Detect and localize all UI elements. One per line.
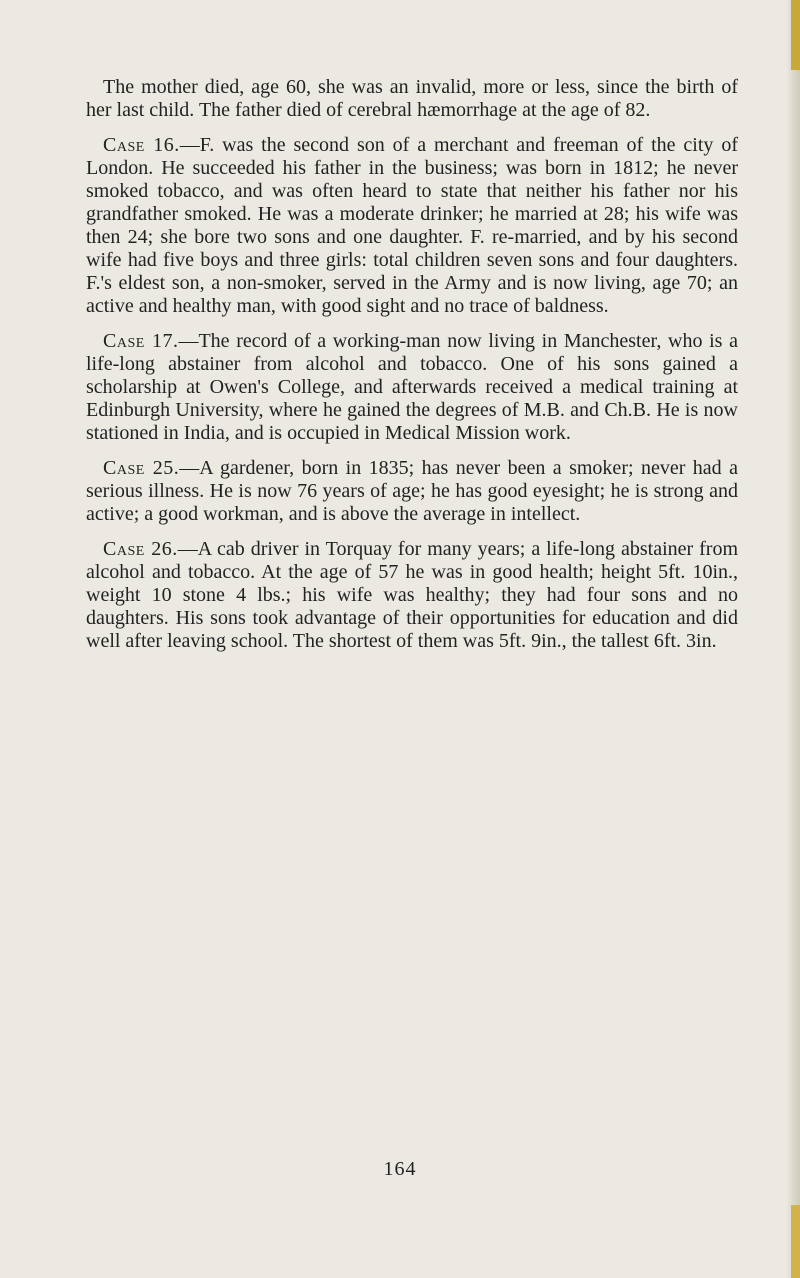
case-label: Case 26. <box>103 538 178 560</box>
paragraph-text: —F. was the second son of a merchant and freeman of the city of London. He succeeded his father in the business; was born in 1812; he never smoked tobacco, and was often heard to state that neither his father nor his grandfather smoked. He was a moderate drinker; he married at 28; his wife was then 24; she bore two sons and one daughter. F. re-married, and by his second wife had five boys and three girls: total children seven sons and four daughters. F.'s eldest son, a non-smoker, served in the Army and is now living, age 70; an active and healthy man, with good sight and no trace of baldness. <box>86 134 738 317</box>
paragraph-text: —A gardener, born in 1835; has never been a smoker; never had a serious illness. He is now 76 years of age; he has good eyesight; he is strong and active; a good workman, and is above the average in intellect. <box>86 457 738 525</box>
paragraph-text: —The record of a working-man now living in Manchester, who is a life-long abstainer from alcohol and tobacco. One of his sons gained a scholarship at Owen's College, and afterwards received a medical training at Edinburgh University, where he gained the degrees of M.B. and Ch.B. He is now stationed in India, and is occupied in Medical Mission work. <box>86 330 738 444</box>
case-label: Case 16. <box>103 134 180 156</box>
paragraph-text: The mother died, age 60, she was an invalid, more or less, since the birth of her last child. The father died of cerebral hæmorrhage at the age of 82. <box>86 76 738 121</box>
paragraph-intro <box>86 76 738 122</box>
paragraph-case-17 <box>86 330 738 445</box>
page-edge-shadow <box>786 0 800 1278</box>
paragraph-case-26 <box>86 538 738 653</box>
paragraph-text: —A cab driver in Torquay for many years; a life-long abstainer from alcohol and tobacco. At the age of 57 he was in good health; height 5ft. 10in., weight 10 stone 4 lbs.; his wife was healthy; they had four sons and no daughters. His sons took advantage of their opportunities for education and did well after leaving school. The shortest of them was 5ft. 9in., the tallest 6ft. 3in. <box>86 538 738 652</box>
paragraph-case-16 <box>86 134 738 318</box>
case-label: Case 25. <box>103 457 180 479</box>
page-edge-marker-top <box>791 0 800 70</box>
page-edge-marker-bottom <box>791 1205 800 1278</box>
page-number: 164 <box>383 1158 417 1180</box>
body-text <box>86 76 738 665</box>
case-label: Case 17. <box>103 330 179 352</box>
paragraph-case-25 <box>86 457 738 526</box>
